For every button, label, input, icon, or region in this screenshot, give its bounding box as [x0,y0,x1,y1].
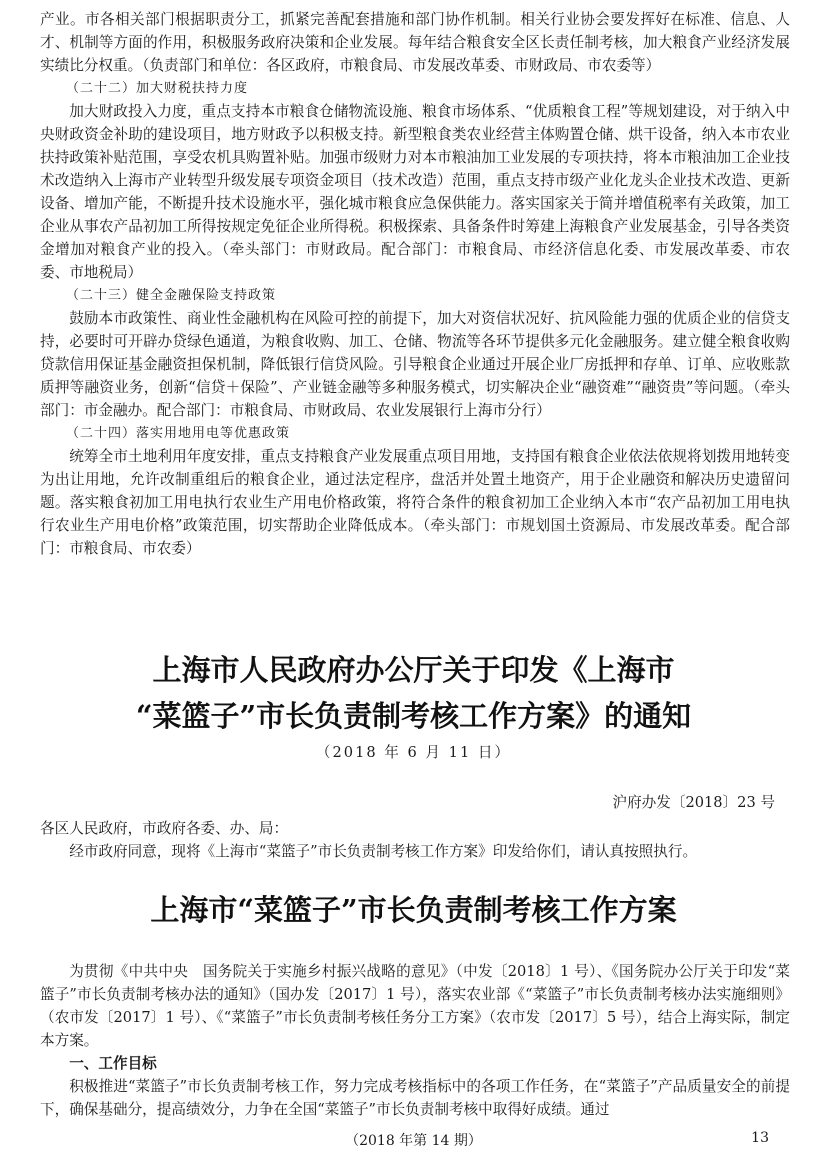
item-22-title: （二十二）加大财税扶持力度 [66,81,249,96]
plan-body [40,960,790,1121]
item-23-title: （二十三）健全金融保险支持政策 [66,288,277,303]
item-24-body: 统筹全市土地利用年度安排，重点支持粮食产业发展重点项目用地，支持国有粮食企业依法依规将划拨用地转变为出让用地，允许改制重组后的粮食企业，通过法定程序，盘活并处置土地资产，用于企业融资和解决历史遗留问题。落实粮食初加工用电执行农业生产用电价格政策，将符合条件的粮食初加工企业纳入本市“农产品初加工用电执行农业生产用电价格”政策范围，切实帮助企业降低成本。（牵头部门：市规划国土资源局、市发展改革委。配合部门：市粮食局、市农委） [40,448,790,557]
policy-continuation [40,8,790,560]
document-number: 沪府办发〔2018〕23 号 [612,794,775,811]
plan-intro: 为贯彻《中共中央 国务院关于实施乡村振兴战略的意见》（中发〔2018〕1 号）、《国务院办公厅关于印发“菜篮子”市长负责制考核办法的通知》（国办发〔2017〕1 号），落实农业部《“菜篮子”市长负责制考核办法实施细则》（农市发〔2017〕1 号）、《“菜篮子”市长负责制考核任务分工方案》（农市发〔2017〕5 号），结合上海实际，制定本方案。 [40,963,790,1049]
notice-date: （2018 年 6 月 11 日） [315,744,512,761]
item-23-body: 鼓励本市政策性、商业性金融机构在风险可控的前提下，加大对资信状况好、抗风险能力强的优质企业的信贷支持，必要时可开辟办贷绿色通道，为粮食收购、加工、仓储、物流等各环节提供多元化金融服务。建立健全粮食收购贷款信用保证基金融资担保机制，降低银行信贷风险。引导粮食企业通过开展企业厂房抵押和存单、订单、应收账款质押等融资业务，创新“信贷＋保险”、产业链金融等多种服务模式，切实解决企业“融资难”“融资贵”等问题。（牵头部门：市金融办。配合部门：市粮食局、市财政局、农业发展银行上海市分行） [40,310,790,419]
notice-title-line-2: “菜篮子”市长负责制考核工作方案》的通知 [135,699,692,733]
item-22-body: 加大财政投入力度，重点支持本市粮食仓储物流设施、粮食市场体系、“优质粮食工程”等规划建设，对于纳入中央财政资金补助的建设项目，地方财政予以积极支持。新型粮食类农业经营主体购置仓储、烘干设备，纳入本市农业扶持政策补贴范围，享受农机具购置补贴。加强市级财力对本市粮油加工业发展的专项扶持，将本市粮油加工企业技术改造纳入上海市产业转型升级发展专项资金项目（技术改造）范围，重点支持市级产业化龙头企业技术改造、更新设备、增加产能，不断提升技术设施水平，强化城市粮食应急保供能力。落实国家关于简并增值税率有关政策，加工企业从事农产品初加工所得按规定免征企业所得税。积极探索、具备条件时筹建上海粮食产业发展基金，引导各类资金增加对粮食产业的投入。（牵头部门：市财政局。配合部门：市粮食局、市经济信息化委、市发展改革委、市农委、市地税局） [40,103,790,281]
intro-paragraph: 产业。市各相关部门根据职责分工，抓紧完善配套措施和部门协作机制。相关行业协会要发挥好在标准、信息、人才、机制等方面的作用，积极服务政府决策和企业发展。每年结合粮食安全区长责任制考核，加大粮食产业经济发展实绩比分权重。（负责部门和单位：各区政府，市粮食局、市发展改革委、市财政局、市农委等） [40,11,790,74]
plan-title: 上海市“菜篮子”市长负责制考核工作方案 [150,893,677,927]
item-24-title: （二十四）落实用地用电等优惠政策 [66,426,291,441]
notice-text: 经市政府同意，现将《上海市“菜篮子”市长负责制考核工作方案》印发给你们，请认真按照执行。 [69,843,698,860]
notice-body [40,817,790,863]
notice-title-line-1: 上海市人民政府办公厅关于印发《上海市 [152,653,675,687]
plan-heading-goals: 一、工作目标 [69,1055,157,1072]
page-number: 13 [751,1130,769,1146]
issue-footer: （2018 年第 14 期） [345,1133,482,1149]
notice-recipients: 各区人民政府，市政府各委、办、局： [40,820,289,837]
plan-goal-text: 积极推进“菜篮子”市长负责制考核工作，努力完成考核指标中的各项工作任务，在“菜篮子”产品质量安全的前提下，确保基础分，提高绩效分，力争在全国“菜篮子”市长负责制考核中取得好成绩。通过 [40,1078,790,1118]
